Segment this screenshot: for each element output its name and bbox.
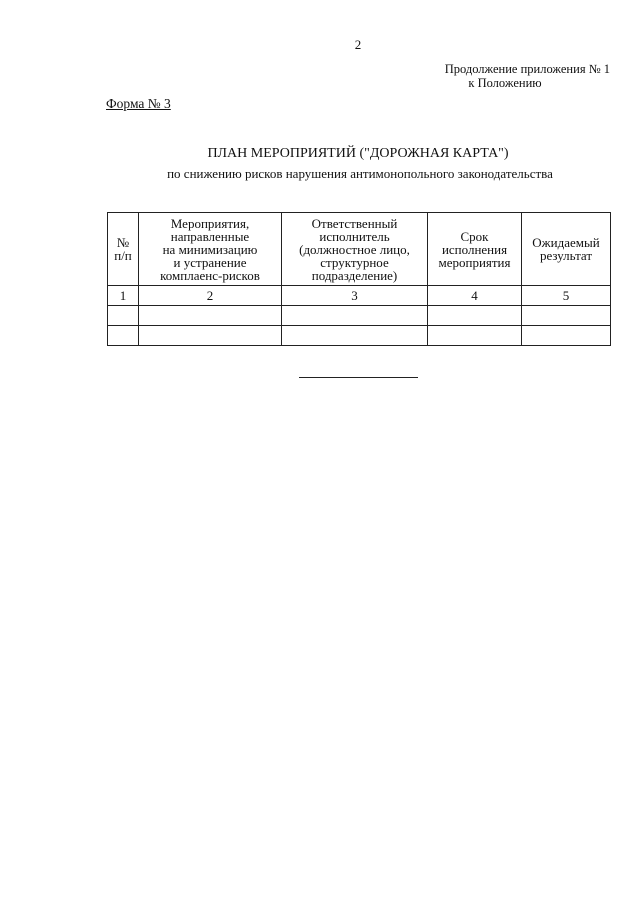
appendix-line-2: к Положению (468, 76, 542, 90)
column-number-cell: 3 (282, 286, 428, 306)
appendix-note (400, 62, 610, 90)
table-cell (428, 326, 522, 346)
table-cell (282, 326, 428, 346)
table-cell (139, 306, 282, 326)
header-activities: Мероприятия, направленные на минимизацию и устранение комплаенс-рисков (139, 213, 282, 286)
table-cell (522, 306, 611, 326)
table-cell (139, 326, 282, 346)
document-title: ПЛАН МЕРОПРИЯТИЙ ("ДОРОЖНАЯ КАРТА") (207, 146, 509, 161)
column-number-cell: 5 (522, 286, 611, 306)
document-subtitle: по снижению рисков нарушения антимонопольного законодательства (167, 166, 553, 181)
table-row (108, 306, 611, 326)
header-deadline: Срок исполнения мероприятия (428, 213, 522, 286)
form-label: Форма № 3 (106, 96, 171, 111)
column-number-cell: 2 (139, 286, 282, 306)
table-cell (108, 306, 139, 326)
table-cell (428, 306, 522, 326)
column-number-cell: 4 (428, 286, 522, 306)
column-number-cell: 1 (108, 286, 139, 306)
table-cell (522, 326, 611, 346)
header-responsible: Ответственный исполнитель (должностное лицо, структурное подразделение) (282, 213, 428, 286)
table-cell (108, 326, 139, 346)
closing-divider (299, 377, 418, 378)
appendix-line-1: Продолжение приложения № 1 (444, 62, 610, 76)
table-header-row (108, 213, 611, 286)
page-number: 2 (354, 37, 362, 52)
table-numbering-row (108, 286, 611, 306)
table-row (108, 326, 611, 346)
plan-table (107, 212, 611, 346)
header-expected-result: Ожидаемый результат (522, 213, 611, 286)
table-cell (282, 306, 428, 326)
header-number: № п/п (108, 213, 139, 286)
